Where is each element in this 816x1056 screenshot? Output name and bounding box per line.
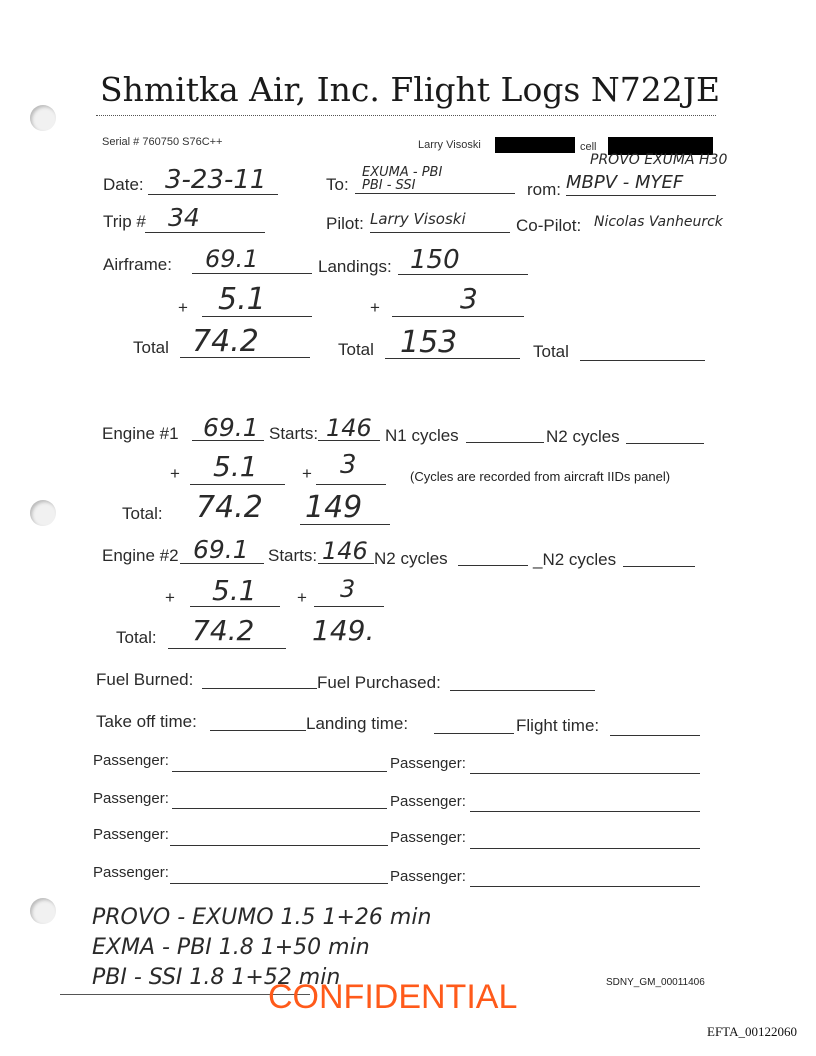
efta-number: EFTA_00122060 (707, 1024, 797, 1039)
passenger-label: Passenger: (390, 755, 466, 772)
engine2-total-label: Total: (116, 628, 157, 647)
airframe-label: Airframe: (103, 255, 172, 274)
title-divider (96, 115, 716, 116)
serial-number: Serial # 760750 S76C++ (102, 136, 223, 148)
to-label: To: (326, 175, 349, 194)
fuel-burned-label: Fuel Burned: (96, 670, 194, 689)
passenger-label: Passenger: (390, 868, 466, 885)
passenger-label: Passenger: (93, 864, 169, 881)
takeoff-label: Take off time: (96, 712, 197, 731)
airframe-total-line (180, 357, 310, 358)
landings-total: 153 (400, 325, 458, 360)
passenger-line (170, 845, 388, 846)
pilot-line (370, 232, 510, 233)
engine2-n2a-label: N2 cycles (374, 549, 448, 568)
bates-number: SDNY_GM_00011406 (606, 977, 705, 988)
engine2-starts: 146 (322, 537, 368, 565)
from-line (566, 195, 716, 196)
passenger-line (170, 883, 388, 884)
to-value-1: EXUMA - PBI (362, 165, 443, 180)
passenger-label: Passenger: (390, 829, 466, 846)
to-line (355, 193, 515, 194)
engine1-starts: 146 (326, 414, 372, 442)
engine1-add-starts: 3 (340, 450, 357, 480)
landings-line (398, 274, 528, 275)
landings-plus: + (370, 298, 380, 317)
engine1-total-label: Total: (122, 504, 163, 523)
landings-add: 3 (460, 282, 478, 315)
trip-label: Trip # (103, 212, 146, 231)
engine2-total-line (168, 648, 286, 649)
takeoff-line (210, 730, 306, 731)
engine1-add-starts-line (316, 484, 386, 485)
engine2-total: 74.2 (192, 614, 255, 647)
passenger-line (172, 771, 387, 772)
fuel-burned-line (202, 688, 317, 689)
landings-total-line (385, 358, 520, 359)
engine2-add-starts: 3 (340, 575, 356, 603)
engine1-n2-label: N2 cycles (546, 427, 620, 446)
engine1-value: 69.1 (203, 413, 259, 442)
engine2-starts-label: Starts: (268, 546, 318, 565)
total-label-3: Total (533, 342, 569, 361)
engine2-add: 5.1 (212, 574, 257, 607)
landing-time-line (434, 733, 514, 734)
passenger-line (470, 773, 700, 774)
date-value: 3-23-11 (165, 165, 267, 195)
pilot-value: Larry Visoski (370, 210, 466, 228)
engine1-total-starts-line (300, 524, 390, 525)
trip-line (145, 232, 265, 233)
engine2-line (180, 563, 264, 564)
total-3-line (580, 360, 705, 361)
fuel-purchased-label: Fuel Purchased: (317, 673, 441, 692)
landings-add-line (392, 316, 524, 317)
binder-hole (30, 898, 56, 924)
engine2-starts-line (318, 563, 374, 564)
engine1-n2-line (626, 443, 704, 444)
engine1-total-starts: 149 (305, 490, 363, 525)
confidential-stamp: CONFIDENTIAL (268, 978, 518, 1016)
engine1-label: Engine #1 (102, 424, 179, 443)
passenger-label: Passenger: (93, 752, 169, 769)
engine2-n2b-line (623, 566, 695, 567)
binder-hole (30, 105, 56, 131)
engine2-n2b-label: _N2 cycles (533, 550, 617, 569)
airframe-add: 5.1 (218, 282, 266, 317)
passenger-label: Passenger: (390, 793, 466, 810)
to-value-2: PBI - SSI (362, 178, 416, 193)
engine1-add-plus: + (170, 464, 180, 483)
note-line-2: EXMA - PBI 1.8 1+50 min (92, 935, 370, 960)
cell-label: cell (580, 141, 597, 153)
engine2-add-plus: + (165, 588, 175, 607)
trip-value: 34 (168, 203, 200, 232)
airframe-add-line (202, 316, 312, 317)
pilot-label: Pilot: (326, 214, 364, 233)
copilot-label: Co-Pilot: (516, 216, 582, 235)
contact-name: Larry Visoski (418, 139, 481, 151)
engine1-starts-plus: + (302, 464, 312, 483)
airframe-line (192, 273, 312, 274)
airframe-value: 69.1 (205, 245, 259, 273)
engine1-n1-line (466, 442, 544, 443)
engine2-add-line (190, 606, 280, 607)
airframe-total-label: Total (133, 338, 169, 357)
form-title: Shmitka Air, Inc. Flight Logs N722JE (100, 70, 721, 109)
engine1-add-line (190, 484, 285, 485)
engine1-n1-label: N1 cycles (385, 426, 459, 445)
landing-time-label: Landing time: (306, 714, 409, 733)
flight-time-line (610, 735, 700, 736)
engine2-total-starts: 149. (312, 614, 375, 647)
passenger-line (470, 811, 700, 812)
flight-time-label: Flight time: (516, 716, 600, 735)
engine2-value: 69.1 (193, 535, 249, 564)
redaction-bar (495, 137, 575, 153)
copilot-value: Nicolas Vanheurck (594, 214, 723, 230)
passenger-line (470, 886, 700, 887)
airframe-plus: + (178, 298, 188, 317)
date-line (148, 194, 278, 195)
binder-hole (30, 500, 56, 526)
fuel-purchased-line (450, 690, 595, 691)
note-line-3: PBI - SSI 1.8 1+52 min (92, 965, 341, 990)
engine2-add-starts-line (314, 606, 384, 607)
passenger-line (172, 808, 387, 809)
engine1-starts-line (318, 440, 380, 441)
note-line-1: PROVO - EXUMO 1.5 1+26 min (92, 905, 432, 930)
engine1-starts-label: Starts: (269, 424, 319, 443)
engine1-line (192, 440, 264, 441)
from-value: MBPV - MYEF (566, 172, 684, 193)
engine1-total: 74.2 (196, 490, 263, 525)
landings-label: Landings: (318, 257, 392, 276)
engine2-n2a-line (458, 565, 528, 566)
cycles-note: (Cycles are recorded from aircraft IIDs panel) (410, 469, 671, 484)
airframe-total: 74.2 (192, 324, 259, 359)
from-note: PROVO EXUMA H30 (590, 152, 728, 168)
engine2-label: Engine #2 (102, 546, 179, 565)
landings-value: 150 (410, 245, 460, 275)
from-label: rom: (527, 180, 561, 199)
passenger-label: Passenger: (93, 826, 169, 843)
date-label: Date: (103, 175, 144, 194)
engine2-starts-plus: + (297, 588, 307, 607)
engine1-add: 5.1 (213, 450, 258, 483)
passenger-line (470, 848, 700, 849)
landings-total-label: Total (338, 340, 374, 359)
passenger-label: Passenger: (93, 790, 169, 807)
